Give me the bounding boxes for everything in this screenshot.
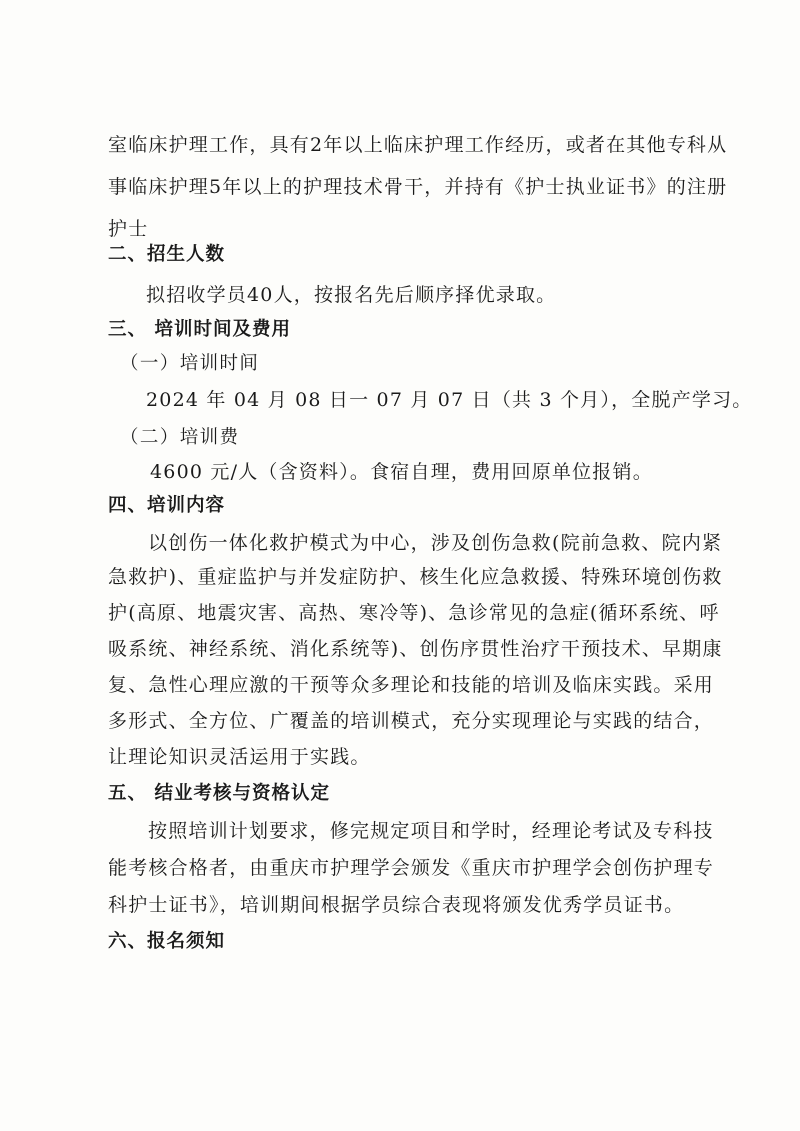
section-5-line-3: 科护士证书》，培训期间根据学员综合表现将颁发优秀学员证书。 (108, 894, 685, 916)
section-4-line-1: 以创伤一体化救护模式为中心，涉及创伤急救(院前急救、院内紧 (148, 532, 723, 554)
section-2-body: 拟招收学员40人，按报名先后顺序择优录取。 (146, 284, 557, 306)
section-4-line-5: 复、急性心理应激的干预等众多理论和技能的培训及临床实践。采用 (108, 674, 715, 696)
section-2-heading: 二、招生人数 (108, 244, 226, 265)
section-5-line-2: 能考核合格者，由重庆市护理学会颁发《重庆市护理学会创伤护理专 (108, 857, 715, 879)
intro-line-3: 护士 (108, 218, 149, 240)
section-4-line-6: 多形式、全方位、广覆盖的培训模式，充分实现理论与实践的结合， (108, 710, 715, 732)
section-3-heading: 三、 培训时间及费用 (108, 319, 291, 340)
section-3-sub1-label: （一）培训时间 (120, 353, 260, 374)
section-3-sub2-body: 4600 元/人（含资料）。食宿自理，费用回原单位报销。 (150, 461, 653, 483)
section-4-line-2: 急救护)、重症监护与并发症防护、核生化应急救援、特殊环境创伤救 (108, 566, 723, 588)
section-6-heading: 六、报名须知 (108, 931, 226, 952)
intro-line-1: 室临床护理工作，具有2年以上临床护理工作经历，或者在其他专科从 (108, 134, 728, 156)
section-3-sub1-body: 2024 年 04 月 08 日一 07 月 07 日（共 3 个月），全脱产学习。 (146, 389, 753, 411)
section-4-line-7: 让理论知识灵活运用于实践。 (108, 746, 371, 768)
section-5-heading: 五、 结业考核与资格认定 (108, 783, 330, 804)
section-3-sub2-label: （二）培训费 (120, 427, 240, 448)
section-4-heading: 四、培训内容 (108, 495, 226, 516)
section-4-line-3: 护(高原、地震灾害、高热、寒冷等)、急诊常见的急症(循环系统、呼 (108, 602, 720, 624)
intro-line-2: 事临床护理5年以上的护理技术骨干，并持有《护士执业证书》的注册 (108, 176, 728, 198)
section-4-line-4: 吸系统、神经系统、消化系统等)、创伤序贯性治疗干预技术、早期康 (108, 638, 723, 660)
section-5-line-1: 按照培训计划要求，修完规定项目和学时，经理论考试及专科技 (148, 820, 714, 842)
